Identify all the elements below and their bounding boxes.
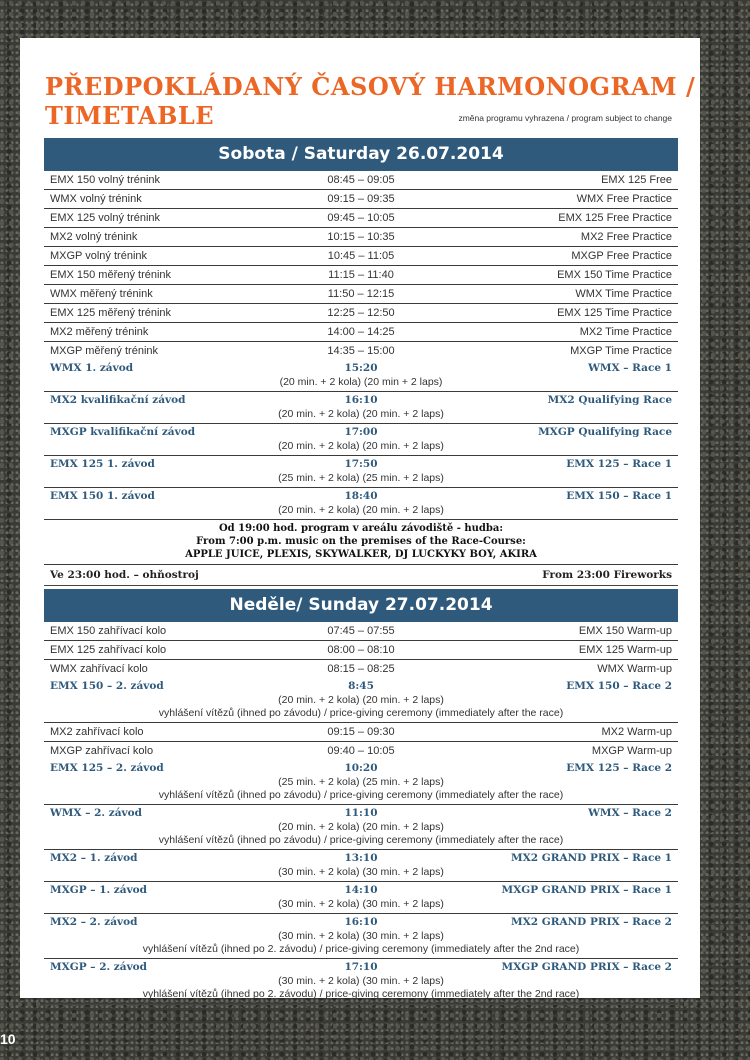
race-name-en: WMX – Race 1 (588, 362, 672, 374)
session-name-en: EMX 150 Time Practice (557, 269, 672, 281)
race-name-en: EMX 125 – Race 2 (566, 762, 672, 774)
race-top-line (44, 851, 678, 866)
change-notice: změna programu vyhrazena / program subject to change (458, 113, 672, 123)
race-top-line (44, 679, 678, 694)
ceremony-note: vyhlášení vítězů (ihned po 2. závodu) / price-giving ceremony (immediately after the 2nd race) (142, 943, 580, 955)
session-name-cz: MX2 zahřívací kolo (50, 726, 144, 738)
session-time: 11:15 – 11:40 (328, 269, 394, 281)
evening-line-en: From 7:00 p.m. music on the premises of the Race-Course: (196, 536, 526, 547)
session-name-en: WMX Free Practice (576, 193, 672, 205)
session-name-en: WMX Warm-up (597, 663, 672, 675)
race-duration: (25 min. + 2 kola) (25 min. + 2 laps) (278, 776, 444, 788)
race-name-en: MXGP Qualifying Race (538, 426, 672, 438)
session-name-cz: EMX 125 zahřívací kolo (50, 644, 167, 656)
session-name-cz: MXGP volný trénink (50, 250, 148, 262)
session-time: 14:00 – 14:25 (327, 326, 395, 338)
race-name-en: EMX 150 – Race 2 (566, 680, 672, 692)
race-top-line (44, 489, 678, 504)
ceremony-note: vyhlášení vítězů (ihned po závodu) / price-giving ceremony (immediately after the race) (158, 789, 564, 801)
session-time: 12:25 – 12:50 (327, 307, 395, 319)
session-name-cz: EMX 150 zahřívací kolo (50, 625, 167, 637)
race-duration: (20 min. + 2 kola) (20 min. + 2 laps) (278, 408, 444, 420)
race-row (44, 959, 678, 1004)
race-row (44, 805, 678, 850)
schedule-row (44, 209, 678, 228)
race-name-en: EMX 125 – Race 1 (566, 458, 672, 470)
fireworks-row (44, 565, 678, 585)
race-name-en: MXGP GRAND PRIX – Race 1 (501, 884, 672, 896)
race-time: 14:10 (344, 884, 378, 896)
session-name-en: EMX 125 Warm-up (578, 644, 672, 656)
session-name-en: EMX 125 Free (601, 174, 672, 186)
ceremony-note: vyhlášení vítězů (ihned po závodu) / price-giving ceremony (immediately after the race) (158, 834, 564, 846)
evening-line-cz: Od 19:00 hod. program v areálu závodiště - hudba: (218, 523, 504, 534)
race-duration: (30 min. + 2 kola) (30 min. + 2 laps) (278, 866, 444, 878)
race-row (44, 678, 678, 723)
session-name-en: MX2 Free Practice (580, 231, 672, 243)
saturday-header: Sobota / Saturday 26.07.2014 (44, 138, 678, 171)
title-line-1: PŘEDPOKLÁDANÝ ČASOVÝ HARMONOGRAM / (45, 72, 696, 101)
sunday-section (44, 589, 678, 1005)
session-time: 09:15 – 09:35 (327, 193, 395, 205)
race-name-cz: WMX – 2. závod (50, 807, 142, 819)
schedule-row (44, 228, 678, 247)
race-time: 11:10 (344, 807, 378, 819)
race-name-en: WMX – Race 2 (588, 807, 672, 819)
session-time: 09:15 – 09:30 (327, 726, 395, 738)
schedule-row (44, 266, 678, 285)
schedule-row (44, 723, 678, 742)
race-name-cz: EMX 125 1. závod (50, 458, 155, 470)
timetable-page (20, 38, 700, 998)
race-name-cz: MXGP kvalifikační závod (50, 426, 196, 438)
race-name-en: EMX 150 – Race 1 (566, 490, 672, 502)
session-name-cz: MX2 měřený trénink (50, 326, 149, 338)
schedule-row (44, 304, 678, 323)
schedule-row (44, 622, 678, 641)
session-name-en: EMX 125 Free Practice (558, 212, 672, 224)
race-top-line (44, 806, 678, 821)
session-time: 07:45 – 07:55 (327, 625, 395, 637)
race-time: 13:10 (344, 852, 378, 864)
session-name-en: EMX 150 Warm-up (578, 625, 672, 637)
race-time: 16:10 (344, 394, 378, 406)
session-name-cz: MXGP zahřívací kolo (50, 745, 154, 757)
race-top-line (44, 457, 678, 472)
race-name-cz: EMX 150 1. závod (50, 490, 155, 502)
race-duration: (30 min. + 2 kola) (30 min. + 2 laps) (278, 898, 444, 910)
race-name-cz: WMX 1. závod (50, 362, 134, 374)
session-name-cz: MX2 volný trénink (50, 231, 138, 243)
session-name-cz: EMX 150 měřený trénink (50, 269, 172, 281)
saturday-section (44, 138, 678, 586)
race-name-en: MX2 GRAND PRIX – Race 1 (511, 852, 672, 864)
ceremony-note: vyhlášení vítězů (ihned po 2. závodu) / price-giving ceremony (immediately after the 2nd race) (142, 988, 580, 1000)
race-top-line (44, 393, 678, 408)
race-name-cz: MXGP – 2. závod (50, 961, 148, 973)
race-top-line (44, 425, 678, 440)
sunday-schedule (44, 622, 678, 1005)
session-name-cz: MXGP měřený trénink (50, 345, 159, 357)
race-row (44, 882, 678, 914)
session-time: 08:15 – 08:25 (327, 663, 395, 675)
evening-artists: APPLE JUICE, PLEXIS, SKYWALKER, DJ LUCKYKY BOY, AKIRA (185, 549, 537, 560)
race-top-line (44, 361, 678, 376)
race-duration: (20 min. + 2 kola) (20 min. + 2 laps) (278, 440, 444, 452)
race-duration: (30 min. + 2 kola) (30 min. + 2 laps) (278, 930, 444, 942)
race-time: 16:10 (344, 916, 378, 928)
race-duration: (25 min. + 2 kola) (25 min. + 2 laps) (278, 472, 444, 484)
race-row (44, 392, 678, 424)
race-name-cz: MX2 – 1. závod (50, 852, 138, 864)
session-name-en: MX2 Time Practice (579, 326, 672, 338)
race-name-cz: EMX 125 – 2. závod (50, 762, 164, 774)
race-row (44, 914, 678, 959)
race-name-cz: EMX 150 – 2. závod (50, 680, 164, 692)
race-name-cz: MXGP – 1. závod (50, 884, 148, 896)
schedule-row (44, 660, 678, 678)
session-name-cz: EMX 125 měřený trénink (50, 307, 172, 319)
race-duration: (20 min. + 2 kola) (20 min. + 2 laps) (278, 821, 444, 833)
race-time: 18:40 (344, 490, 378, 502)
schedule-row (44, 285, 678, 304)
session-time: 08:00 – 08:10 (327, 644, 395, 656)
fireworks-cz: Ve 23:00 hod. – ohňostroj (50, 569, 199, 581)
race-top-line (44, 761, 678, 776)
race-name-en: MX2 Qualifying Race (547, 394, 672, 406)
session-name-en: EMX 125 Time Practice (557, 307, 672, 319)
evening-program (44, 520, 678, 565)
session-name-cz: EMX 150 volný trénink (50, 174, 161, 186)
race-time: 17:10 (344, 961, 378, 973)
session-time: 11:50 – 12:15 (327, 288, 395, 300)
race-time: 10:20 (344, 762, 378, 774)
session-name-cz: WMX měřený trénink (50, 288, 153, 300)
saturday-schedule (44, 171, 678, 586)
session-time: 10:45 – 11:05 (327, 250, 395, 262)
schedule-row (44, 190, 678, 209)
race-row (44, 456, 678, 488)
race-duration: (20 min. + 2 kola) (20 min. + 2 laps) (278, 504, 444, 516)
session-name-en: MXGP Time Practice (570, 345, 672, 357)
session-time: 10:15 – 10:35 (327, 231, 395, 243)
schedule-row (44, 641, 678, 660)
session-name-en: MXGP Warm-up (591, 745, 672, 757)
race-name-cz: MX2 – 2. závod (50, 916, 138, 928)
session-time: 09:45 – 10:05 (327, 212, 395, 224)
schedule-row (44, 323, 678, 342)
race-name-en: MXGP GRAND PRIX – Race 2 (501, 961, 672, 973)
session-name-en: MX2 Warm-up (601, 726, 672, 738)
race-top-line (44, 915, 678, 930)
sunday-header: Neděle/ Sunday 27.07.2014 (44, 589, 678, 622)
race-top-line (44, 883, 678, 898)
race-time: 17:00 (344, 426, 378, 438)
session-name-en: MXGP Free Practice (571, 250, 672, 262)
race-top-line (44, 960, 678, 975)
race-row (44, 488, 678, 520)
page-number: 10 (0, 1031, 16, 1047)
fireworks-en: From 23:00 Fireworks (542, 569, 672, 581)
session-time: 08:45 – 09:05 (327, 174, 395, 186)
race-time: 15:20 (344, 362, 378, 374)
session-time: 14:35 – 15:00 (327, 345, 395, 357)
schedule-row (44, 171, 678, 190)
race-row (44, 850, 678, 882)
race-duration: (30 min. + 2 kola) (30 min. + 2 laps) (278, 975, 444, 987)
race-row (44, 424, 678, 456)
session-name-cz: WMX zahřívací kolo (50, 663, 148, 675)
schedule-row (44, 342, 678, 360)
race-name-en: MX2 GRAND PRIX – Race 2 (511, 916, 672, 928)
race-name-cz: MX2 kvalifikační závod (50, 394, 186, 406)
race-row (44, 760, 678, 805)
session-time: 09:40 – 10:05 (327, 745, 395, 757)
session-name-en: WMX Time Practice (575, 288, 672, 300)
race-time: 17:50 (344, 458, 378, 470)
ceremony-note: vyhlášení vítězů (ihned po závodu) / price-giving ceremony (immediately after the race) (158, 707, 564, 719)
race-time: 8:45 (348, 680, 374, 692)
race-duration: (20 min. + 2 kola) (20 min + 2 laps) (279, 376, 443, 388)
race-row (44, 360, 678, 392)
schedule-row (44, 742, 678, 760)
race-duration: (20 min. + 2 kola) (20 min. + 2 laps) (278, 694, 444, 706)
session-name-cz: WMX volný trénink (50, 193, 142, 205)
schedule-row (44, 247, 678, 266)
title-line-2: TIMETABLE (45, 101, 215, 130)
session-name-cz: EMX 125 volný trénink (50, 212, 161, 224)
